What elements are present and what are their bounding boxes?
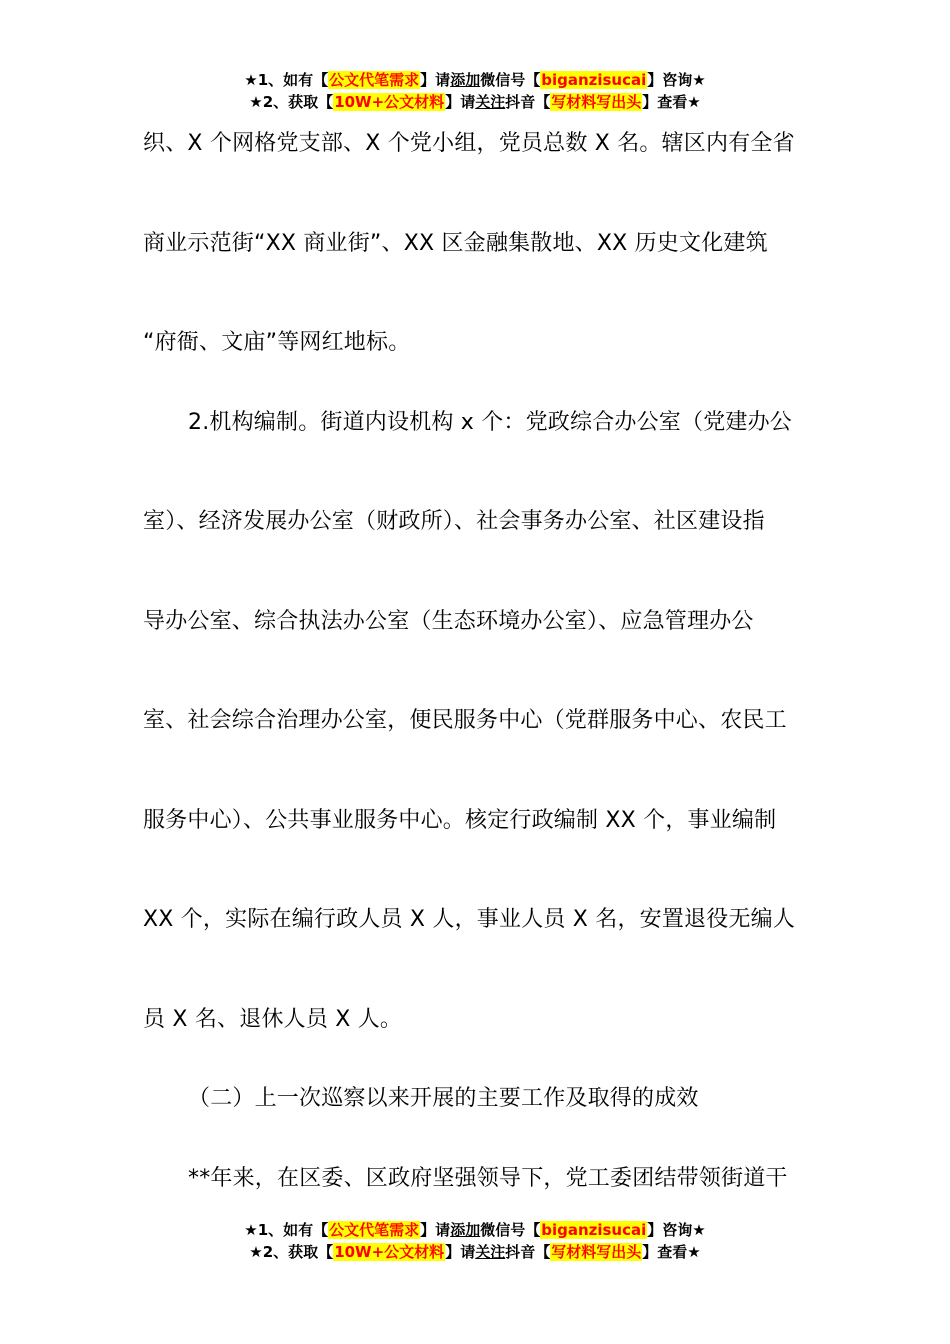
banner-text: 】请 bbox=[445, 93, 476, 111]
banner-line-1 bbox=[0, 1219, 950, 1241]
highlight-wechat-id: biganzisucai bbox=[541, 1221, 647, 1239]
body-line: 导办公室、综合执法办公室（生态环境办公室）、应急管理办公 bbox=[143, 609, 754, 634]
banner-text: ★2、获取【 bbox=[249, 93, 334, 111]
body-line: 服务中心）、公共事业服务中心。核定行政编制 XX 个，事业编制 bbox=[143, 808, 777, 833]
banner-underlined-text: 关注 bbox=[475, 93, 506, 111]
highlight-douyin-account: 写材料写出头 bbox=[551, 1243, 642, 1261]
banner-underlined-text: 添加 bbox=[450, 1221, 481, 1239]
body-line: **年来，在区委、区政府坚强领导下，党工委团结带领街道干 bbox=[188, 1166, 788, 1191]
banner-text: 抖音【 bbox=[505, 1243, 551, 1261]
banner-text: 】查看★ bbox=[642, 1243, 701, 1261]
body-line: 员 X 名、退休人员 X 人。 bbox=[143, 1007, 403, 1032]
banner-text: 】请 bbox=[420, 71, 451, 89]
body-line: XX 个，实际在编行政人员 X 人，事业人员 X 名，安置退役无编人 bbox=[143, 907, 796, 932]
banner-line-2 bbox=[0, 1241, 950, 1263]
body-line: 室、社会综合治理办公室，便民服务中心（党群服务中心、农民工 bbox=[143, 708, 787, 733]
body-line: “府衙、文庙”等网红地标。 bbox=[143, 330, 411, 355]
header-banner bbox=[0, 69, 950, 113]
banner-text: 】咨询★ bbox=[647, 1221, 706, 1239]
banner-text: 】咨询★ bbox=[647, 71, 706, 89]
footer-banner bbox=[0, 1219, 950, 1263]
banner-text: 微信号【 bbox=[480, 1221, 541, 1239]
section-heading-2: 2.机构编制。街道内设机构 x 个：党政综合办公室（党建办公 bbox=[188, 410, 792, 435]
highlight-douyin-account: 写材料写出头 bbox=[551, 93, 642, 111]
banner-text: ★2、获取【 bbox=[249, 1243, 334, 1261]
highlight-wechat-id: biganzisucai bbox=[541, 71, 647, 89]
highlight-service: 公文代笔需求 bbox=[329, 71, 420, 89]
banner-text: ★1、如有【 bbox=[244, 1221, 329, 1239]
highlight-service: 公文代笔需求 bbox=[329, 1221, 420, 1239]
banner-line-1 bbox=[0, 69, 950, 91]
section-heading: （二）上一次巡察以来开展的主要工作及取得的成效 bbox=[188, 1086, 699, 1111]
body-line: 商业示范街“XX 商业街”、XX 区金融集散地、XX 历史文化建筑 bbox=[143, 231, 768, 256]
banner-text: 】查看★ bbox=[642, 93, 701, 111]
banner-text: 】请 bbox=[420, 1221, 451, 1239]
banner-underlined-text: 关注 bbox=[475, 1243, 506, 1261]
body-line: 织、X 个网格党支部、X 个党小组，党员总数 X 名。辖区内有全省 bbox=[143, 131, 795, 156]
banner-text: ★1、如有【 bbox=[244, 71, 329, 89]
banner-text: 抖音【 bbox=[505, 93, 551, 111]
banner-text: 】请 bbox=[445, 1243, 476, 1261]
body-line: 室）、经济发展办公室（财政所）、社会事务办公室、社区建设指 bbox=[143, 509, 765, 534]
banner-line-2 bbox=[0, 91, 950, 113]
highlight-materials: 10W+公文材料 bbox=[334, 1243, 445, 1261]
banner-text: 微信号【 bbox=[480, 71, 541, 89]
banner-underlined-text: 添加 bbox=[450, 71, 481, 89]
highlight-materials: 10W+公文材料 bbox=[334, 93, 445, 111]
